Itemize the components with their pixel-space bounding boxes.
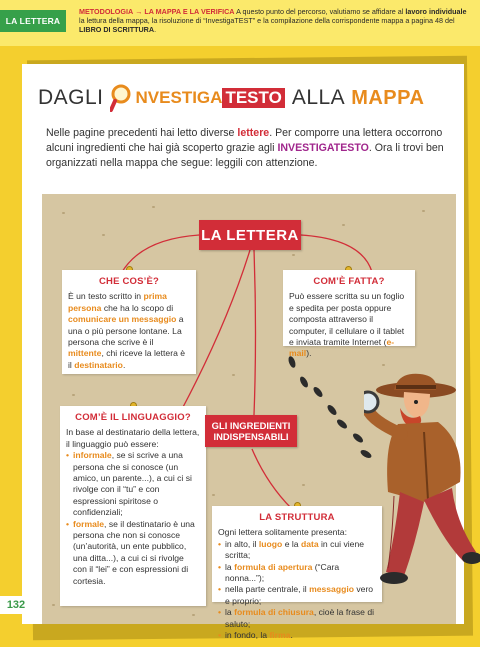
intro-text-3: . Ora li trovi ben organizzati nella mappa che segue: leggili con attenzione. — [46, 142, 444, 169]
keyword: comunicare un messaggio — [68, 314, 177, 325]
keyword: formula di apertura — [234, 561, 313, 572]
card-text: , cioè la frase di saluto; — [225, 607, 375, 629]
card-heading: LA STRUTTURA — [259, 512, 335, 523]
card-structure — [212, 506, 382, 641]
card-text: , chi riceve la lettera è il — [68, 348, 186, 370]
title-investiga: NVESTIGA — [135, 88, 223, 107]
card-heading: COM’È IL LINGUAGGIO? — [75, 412, 191, 423]
card-text: (“Cara nonna...”); — [225, 561, 340, 584]
title-word-dagli: DAGLI — [38, 86, 104, 109]
card-what-is-it — [62, 270, 196, 374]
list-item — [218, 562, 376, 585]
page-number: 132 — [0, 596, 32, 614]
structure-list — [218, 539, 376, 642]
intro-paragraph — [46, 126, 446, 171]
card-text: in alto, il — [225, 538, 259, 549]
title-word-alla: ALLA — [291, 86, 346, 109]
note-text-3: . — [154, 25, 157, 34]
section-tab: LA LETTERA — [0, 10, 66, 32]
arrow-glyph: → — [135, 7, 143, 16]
card-heading: CHE COS’È? — [98, 276, 160, 287]
keyword: firma — [269, 630, 291, 641]
list-item — [218, 630, 376, 641]
note-bold-2: LIBRO DI SCRITTURA — [79, 25, 155, 34]
keyword: prima persona — [68, 291, 167, 313]
keyword: informale — [73, 450, 112, 461]
intro-text-2: . Per comporre una lettera occorrono alcuni ingredienti che hai già scoperto grazie agli — [46, 127, 443, 154]
keyword: formula di chiusura — [234, 607, 314, 618]
note-text-2: la lettura della mappa, la risoluzione di “InvestigaTEST” e la compilazione della corrispondente mappa a pagina 48 del — [79, 16, 455, 25]
methodology-topic: LA MAPPA E LA VERIFICA — [144, 7, 235, 16]
card-text: . — [122, 359, 126, 370]
list-item — [218, 584, 376, 607]
card-text: in cui viene scritta; — [225, 538, 365, 561]
card-text: In base al destinatario della lettera, il linguaggio può essere: — [66, 427, 200, 449]
card-heading: COM’È FATTA? — [313, 276, 385, 287]
intro-text-1: Nelle pagine precedenti hai letto diverse — [46, 127, 238, 139]
detective-illustration — [364, 372, 480, 624]
list-item — [218, 607, 376, 630]
card-text: vero e proprio; — [225, 584, 374, 606]
methodology-label: METODOLOGIA — [79, 7, 134, 16]
keyword: e-mail — [289, 337, 395, 359]
ingredients-label: GLI INGREDIENTI INDISPENSABILI — [205, 415, 297, 447]
keyword: luogo — [258, 538, 283, 549]
intro-keyword-lettere: lettere — [237, 127, 270, 139]
card-text: nella parte centrale, il — [225, 584, 310, 595]
card-how-is-it-made — [283, 270, 415, 359]
card-text: la — [225, 607, 235, 618]
card-text: ). — [306, 348, 312, 359]
title-word-mappa: MAPPA — [351, 86, 425, 109]
title-testo: TESTO — [222, 88, 284, 108]
card-language — [60, 406, 206, 606]
card-text: È un testo scritto in — [68, 291, 144, 302]
list-item — [66, 519, 200, 587]
methodology-note — [79, 7, 474, 34]
card-text: . — [290, 630, 293, 641]
card-text: Ogni lettera solitamente presenta: — [218, 527, 347, 538]
card-text: che ha lo scopo di — [101, 302, 174, 313]
keyword: formale — [73, 518, 105, 529]
card-text: Può essere scritta su un foglio e spedita per posta oppure composta attraverso il computer, il cellulare o il tablet e inviata tramite Internet ( — [289, 291, 405, 348]
magnifier-icon — [110, 84, 134, 112]
keyword: mittente — [68, 348, 102, 359]
map-center-title: LA LETTERA — [199, 220, 301, 250]
card-text: e la — [282, 538, 301, 549]
list-item — [66, 450, 200, 518]
keyword: messaggio — [309, 584, 354, 595]
keyword: data — [300, 538, 319, 549]
card-text: in fondo, la — [225, 630, 270, 641]
intro-keyword-investigatesto: INVESTIGATESTO — [277, 142, 369, 154]
card-text: , se il destinatario è una persona che non si conosce (un’autorità, un ente pubblico, una ditta...), a cui ci si rivolge con il “lei” e con espressioni di cortesia. — [73, 518, 195, 586]
language-list — [66, 450, 200, 587]
card-text: , se si scrive a una persona che si conosce (un amico, un parente...), a cui ci si rivolge con il “tu” e con espressioni spiritose o confidenziali; — [73, 450, 192, 518]
note-text-1: A questo punto del percorso, valutiamo se affidare al — [234, 7, 406, 16]
keyword: destinatario — [74, 359, 123, 370]
note-bold-1: lavoro individuale — [405, 7, 467, 16]
card-text: a una o più persone lontane. La persona che scrive è il — [68, 314, 184, 348]
list-item — [218, 539, 376, 562]
page-title — [38, 83, 424, 113]
card-text: la — [225, 561, 235, 572]
